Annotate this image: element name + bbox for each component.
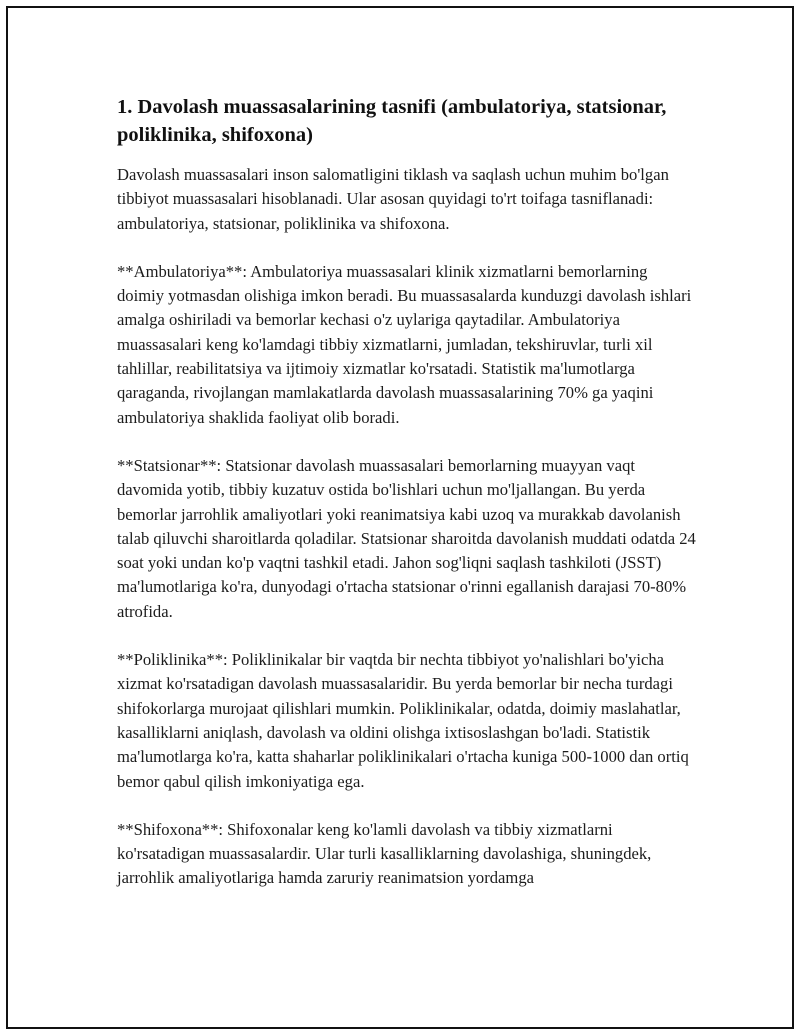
shifoxona-paragraph: **Shifoxona**: Shifoxonalar keng ko'lamli davolash va tibbiy xizmatlarni ko'rsatadigan muassasalardir. Ular turli kasalliklarning davolashiga, shuningdek, jarrohlik amaliyotlariga hamda zaruriy reanimatsion yordamga [117,819,652,888]
statsionar-paragraph: **Statsionar**: Statsionar davolash muassasalari bemorlarning muayyan vaqt davomida yotib, tibbiy kuzatuv ostida bo'lishlari uchun mo'ljallangan. Bu yerda bemorlar jarrohlik amaliyotlari yoki reanimatsiya kabi uzoq va murakkab davolanish talab qiluvchi sharoitlarda qoladilar. Statsionar sharoitda davolanish muddati odatda 24 soat yoki undan ko'p vaqtni tashkil etadi. Jahon sog'liqni saqlash tashkiloti (JSST) ma'lumotlariga ko'ra, dunyodagi o'rtacha statsionar o'rinni egallanish darajasi 70-80% atrofida. [117,455,696,621]
ambulatoriya-paragraph: **Ambulatoriya**: Ambulatoriya muassasalari klinik xizmatlarni bemorlarning doimiy yotmasdan olishiga imkon beradi. Bu muassasalarda kunduzgi davolash ishlari amalga oshiriladi va bemorlar kechasi o'z uylariga qaytadilar. Ambulatoriya muassasalari keng ko'lamdagi tibbiy xizmatlarni, jumladan, tekshiruvlar, turli xil tahlillar, reabilitatsiya va ijtimoiy xizmatlar ko'rsatadi. Statistik ma'lumotlarga qaraganda, rivojlangan mamlakatlarda davolash muassasalarining 70% ga yaqini ambulatoriya shaklida faoliyat olib boradi. [117,261,692,427]
section-heading: 1. Davolash muassasalarining tasnifi (ambulatoriya, statsionar, poliklinika, shifoxona) [117,96,667,146]
document-body [117,93,697,915]
intro-paragraph: Davolash muassasalari inson salomatligini tiklash va saqlash uchun muhim bo'lgan tibbiyot muassasalari hisoblanadi. Ular asosan quyidagi to'rt toifaga tasniflanadi: ambulatoriya, statsionar, poliklinika va shifoxona. [117,165,669,233]
poliklinika-paragraph: **Poliklinika**: Poliklinikalar bir vaqtda bir nechta tibbiyot yo'nalishlari bo'yicha xizmat ko'rsatadigan davolash muassasalaridir. Bu yerda bemorlar bir necha turdagi shifokorlarga murojaat qilishlari mumkin. Poliklinikalar, odatda, doimiy maslahatlar, kasalliklarni aniqlash, davolash va oldini olishga ixtisoslashgan bo'ladi. Statistik ma'lumotlarga ko'ra, katta shaharlar poliklinikalari o'rtacha kuniga 500-1000 dan ortiq bemor qabul qilish imkoniyatiga ega. [117,650,689,791]
